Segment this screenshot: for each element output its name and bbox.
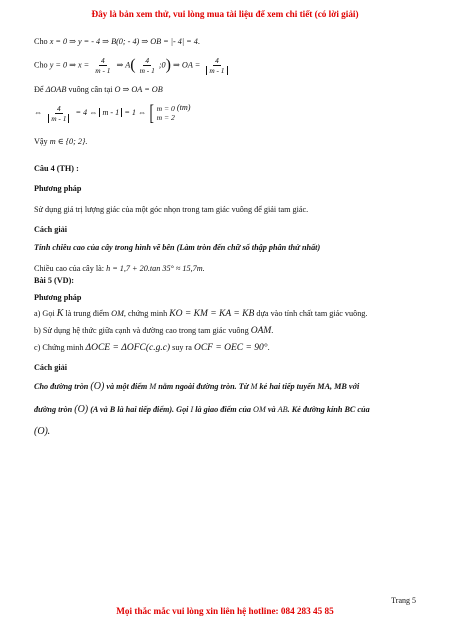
- punctuation: .: [197, 37, 200, 46]
- math-expression: I: [190, 405, 194, 414]
- problem-line-2: [34, 405, 370, 415]
- method-text: Sử dụng giá trị lượng giác của một góc nhọn trong tam giác vuông để giải tam giác.: [34, 205, 309, 214]
- fraction: [46, 104, 71, 123]
- line-cho-x: [34, 37, 200, 47]
- text: vuông cân tại: [68, 85, 113, 94]
- text: dựa vào tính chất tam giác vuông.: [256, 309, 368, 318]
- header-banner: Đây là bản xem thử, vui lòng mua tài liệu để xem chi tiết (có lời giải): [91, 9, 359, 19]
- text: . Kẻ đường kính BC của: [287, 405, 370, 414]
- cho-label: Cho: [34, 60, 48, 70]
- question-4-heading: Câu 4 (TH) :: [34, 164, 79, 173]
- math-expression: h = 1,7 + 20.tan 35° ≈ 15,7m.: [106, 264, 205, 273]
- method-heading: Phương pháp: [34, 184, 82, 193]
- math-expression: = 4 ⇔: [75, 107, 98, 117]
- fraction-denominator: m - 1: [206, 66, 227, 75]
- math-expression: ⇔: [34, 107, 43, 117]
- absolute-value: m - 1: [99, 108, 122, 117]
- fraction: [138, 56, 157, 75]
- math-expression: (O): [34, 426, 48, 437]
- method-a: [34, 309, 367, 319]
- math-expression: O ⇒ OA = OB: [114, 85, 163, 94]
- math-expression: OM: [253, 405, 266, 414]
- equation-system: [ m = 0 m = 2: [149, 100, 175, 125]
- cho-label: Cho: [34, 37, 48, 46]
- math-expression: x = 0 ⇒ y = - 4 ⇒ B(0; - 4) ⇒ OB = |- 4| = 4: [49, 37, 198, 46]
- system-row: m = 2: [156, 113, 175, 122]
- line-de: [34, 85, 163, 95]
- text: là trung điểm: [65, 309, 110, 318]
- system-row: m = 0: [156, 103, 175, 113]
- text: (A và B là hai tiếp điểm). Gọi: [90, 405, 189, 414]
- text: b) Sử dụng hệ thức giữa cạnh và đường cao trong tam giác vuông: [34, 326, 249, 335]
- math-expression: KO = KM = KA = KB: [169, 309, 255, 319]
- fraction: [93, 56, 112, 75]
- solution-heading: Cách giải: [34, 363, 67, 372]
- fraction-denominator: m - 1: [139, 66, 155, 75]
- math-expression: AB: [277, 405, 288, 414]
- solution-heading: Cách giải: [34, 225, 67, 234]
- fraction-numerator: 4: [56, 103, 61, 113]
- math-expression: = 1 ⇔: [124, 107, 147, 117]
- text: và một điểm: [106, 382, 148, 391]
- line-height: [34, 264, 205, 274]
- problem-line-1: [34, 382, 359, 392]
- punctuation: .: [85, 137, 88, 146]
- math-expression: ;0: [158, 60, 166, 70]
- math-expression: m ∈ {0; 2}: [49, 137, 86, 146]
- problem-line-3: [34, 427, 50, 437]
- math-expression: ΔOCE = ΔOFC(c.g.c): [85, 343, 171, 353]
- text: suy ra: [172, 343, 192, 352]
- fraction-numerator: 4: [215, 56, 219, 65]
- text: Để: [34, 85, 44, 94]
- punctuation: .: [271, 326, 274, 335]
- page-number: Trang 5: [391, 596, 416, 605]
- text: đường tròn: [34, 405, 73, 414]
- math-expression: K: [56, 308, 64, 319]
- task-statement: Tính chiều cao của cây trong hình vẽ bên (Làm tròn đến chữ số thập phân thứ nhất): [34, 243, 321, 252]
- math-expression: (tm): [176, 102, 191, 112]
- fraction-denominator: m - 1: [48, 114, 69, 123]
- math-expression: OM: [111, 309, 124, 318]
- footer-banner: Mọi thắc mắc vui lòng xin liên hệ hotline: 084 283 45 85: [116, 606, 334, 616]
- punctuation: .: [47, 427, 50, 436]
- punctuation: .: [267, 343, 270, 352]
- line-equivalence: [34, 102, 190, 124]
- math-expression: M: [149, 382, 157, 391]
- fraction: [204, 56, 229, 75]
- math-expression: ⇒ OA =: [173, 60, 201, 70]
- question-5-heading: Bài 5 (VD):: [34, 276, 75, 285]
- text: a) Gọi: [34, 309, 55, 318]
- math-expression: OCF = OEC = 90°: [193, 343, 268, 353]
- text: kẻ hai tiếp tuyến MA, MB với: [259, 382, 360, 391]
- text: Chiều cao của cây là:: [34, 264, 105, 273]
- text: và: [267, 405, 276, 414]
- method-heading: Phương pháp: [34, 293, 82, 302]
- math-expression: ΔOAB: [45, 85, 67, 94]
- text: , chứng minh: [123, 309, 168, 318]
- text: c) Chứng minh: [34, 343, 84, 352]
- math-expression: y = 0 ⇒ x =: [49, 60, 90, 70]
- math-expression: OAM: [250, 326, 272, 336]
- text: nằm ngoài đường tròn. Từ: [158, 382, 249, 391]
- math-expression: M: [250, 382, 258, 391]
- line-vay: [34, 137, 87, 147]
- fraction-numerator: 4: [145, 56, 150, 65]
- fraction-denominator: m - 1: [95, 66, 111, 75]
- math-expression: ⇒ A: [116, 60, 131, 70]
- method-c: [34, 343, 270, 353]
- math-expression: (O): [74, 404, 89, 415]
- method-b: [34, 326, 273, 336]
- text: Vậy: [34, 137, 48, 146]
- fraction-numerator: 4: [101, 56, 105, 65]
- line-cho-y: Cho y = 0 ⇒ x = $\frac{4}{m - 1}$ ⇒ A( $\frac{4}{m - 1}$ ;0) ⇒ OA = $\frac{4}{m - 1}$: [34, 56, 232, 75]
- text: là giao điểm của: [195, 405, 251, 414]
- math-expression: (O): [90, 381, 105, 392]
- text: Cho đường tròn: [34, 382, 89, 391]
